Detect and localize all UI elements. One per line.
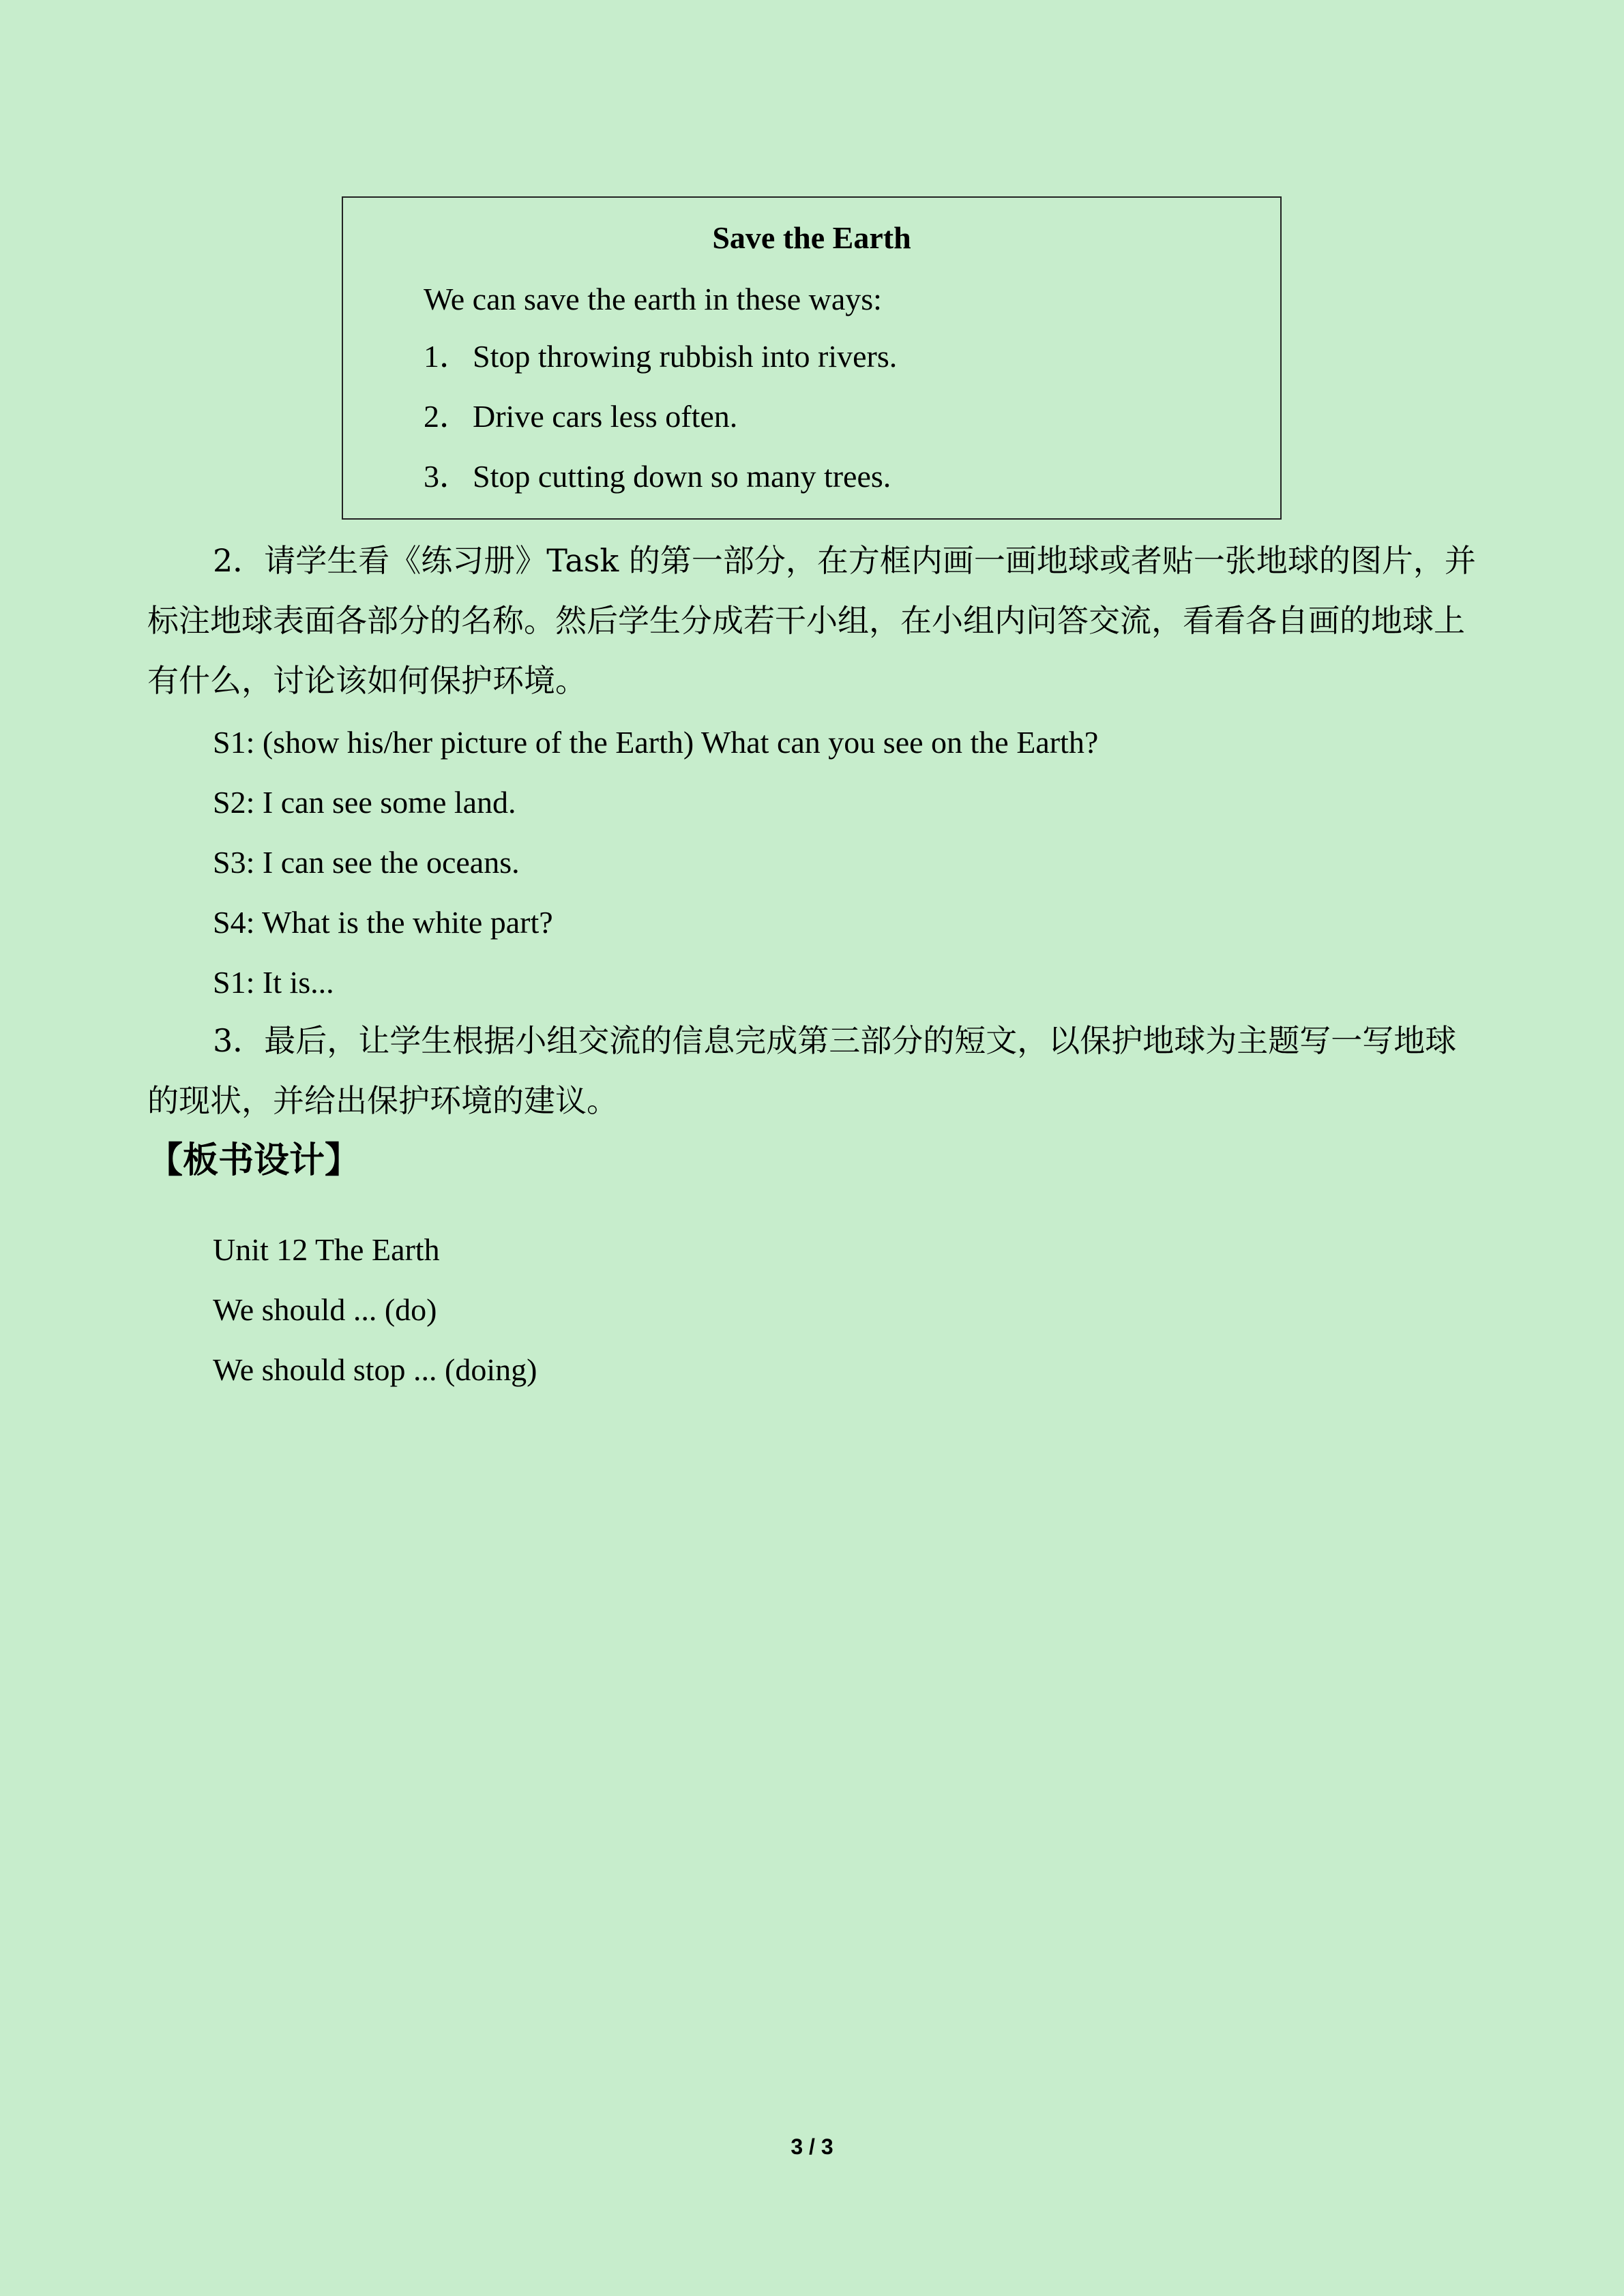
box-item-number: 2． [424,399,471,434]
page-number: 3 / 3 [791,2134,833,2159]
board-line: We should stop ... (doing) [213,1352,537,1387]
box-item-text: Stop cutting down so many trees. [473,459,891,494]
dialogue-text: I can see the oceans. [262,845,520,880]
save-earth-box [342,196,1282,520]
dialogue-speaker: S2: [213,785,255,820]
dialogue-line [213,727,1098,758]
paragraph-step-2: 2．请学生看《练习册》Task 的第一部分，在方框内画一画地球或者贴一张地球的图片，并标注地球表面各部分的名称。然后学生分成若干小组，在小组内问答交流，看看各自画的地球上有什么，讨论该如何保护环境。 [147,542,1476,699]
dialogue-line [213,787,516,818]
box-item [424,341,897,372]
box-intro: We can save the earth in these ways: [424,282,882,316]
dialogue-text: What is the white part? [262,905,553,940]
board-line: Unit 12 The Earth [213,1232,440,1267]
dialogue-text: It is... [262,965,334,1000]
dialogue-line [213,847,520,878]
box-item-number: 3． [424,459,471,494]
paragraph-step-3: 3．最后，让学生根据小组交流的信息完成第三部分的短文，以保护地球为主题写一写地球的现状，并给出保护环境的建议。 [147,1022,1457,1119]
dialogue-text: (show his/her picture of the Earth) What can you see on the Earth? [262,725,1099,760]
box-item-text: Stop throwing rubbish into rivers. [473,339,898,374]
box-title: Save the Earth [712,220,911,255]
dialogue-speaker: S3: [213,845,255,880]
dialogue-speaker: S1: [213,965,255,1000]
dialogue-line [213,967,334,998]
dialogue-speaker: S4: [213,905,255,940]
box-item [424,461,891,492]
dialogue-speaker: S1: [213,725,255,760]
box-item-number: 1． [424,339,471,374]
dialogue-text: I can see some land. [262,785,516,820]
box-item [424,401,737,432]
board-design-heading: 【板书设计】 [147,1140,361,1181]
board-line: We should ... (do) [213,1292,437,1327]
box-item-text: Drive cars less often. [473,399,738,434]
dialogue-line [213,907,553,938]
